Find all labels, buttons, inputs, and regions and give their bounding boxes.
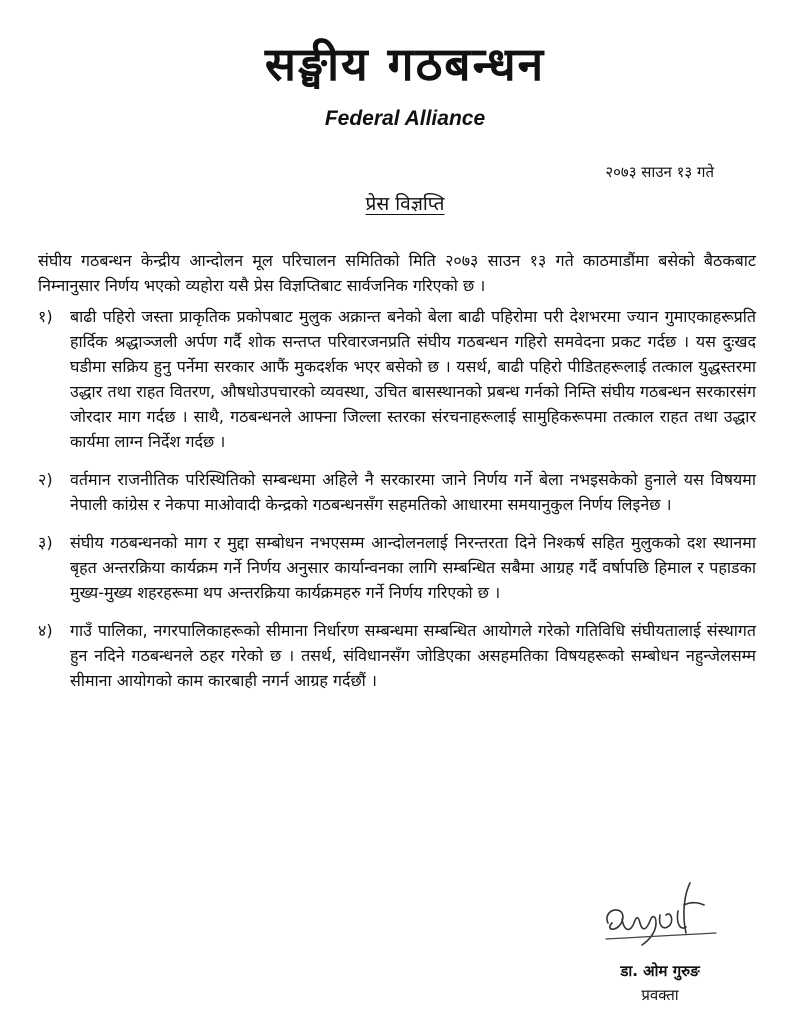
release-date: २०७३ साउन १३ गते — [605, 163, 714, 181]
item-text: संघीय गठबन्धनको माग र मुद्दा सम्बोधन नभएसम्म आन्दोलनलाई निरन्तरता दिने निश्कर्ष सहित मुलुकको दश स्थानमा बृहत अन्तरक्रिया कार्यक्रम गर्ने निर्णय अनुसार कार्यान्वनका लागि सम्बन्धित सबैमा आग्रह गर्दै वर्षापछि हिमाल र पहाडका मुख्य-मुख्य शहरहरूमा थप अन्तरक्रिया कार्यक्रमहरु गर्ने निर्णय गरिएको छ । — [70, 533, 756, 602]
item-number: ४) — [38, 621, 53, 640]
handwritten-signature — [600, 875, 720, 955]
item-number: २) — [38, 470, 53, 489]
signature-block — [560, 875, 760, 1025]
organization-title: सङ्घीय गठबन्धन — [264, 37, 546, 91]
decision-item — [38, 530, 756, 605]
document-heading — [0, 190, 810, 218]
item-text: गाउँ पालिका, नगरपालिकाहरूको सीमाना निर्धारण सम्बन्धमा सम्बन्धित आयोगले गरेको गतिविधि संघीयतालाई संस्थागत हुन नदिने गठबन्धनले ठहर गरेको छ । तसर्थ, संविधानसँग जोडिएका असहमतिका विषयहरूको सम्बोधन नहुन्जेलसम्म सीमाना आयोगको काम कारबाही नगर्न आग्रह गर्दछौं । — [70, 621, 756, 690]
signer-name: डा. ओम गुरुङ — [620, 962, 700, 980]
item-text: वर्तमान राजनीतिक परिस्थितिको सम्बन्धमा अहिले नै सरकारमा जाने निर्णय गर्ने बेला नभइसकेको हुनाले यस विषयमा नेपाली कांग्रेस र नेकपा माओवादी केन्द्रको गठबन्धनसँग सहमतिको आधारमा समयानुकुल निर्णय लिइनेछ । — [70, 470, 756, 514]
decision-item — [38, 467, 756, 517]
item-number: ३) — [38, 533, 53, 552]
decision-item — [38, 304, 756, 454]
document-body — [38, 248, 756, 706]
organization-subtitle: Federal Alliance — [324, 107, 486, 130]
item-number: १) — [38, 307, 53, 326]
decision-item — [38, 618, 756, 693]
signer-role: प्रवक्ता — [641, 986, 679, 1004]
item-text: बाढी पहिरो जस्ता प्राकृतिक प्रकोपबाट मुलुक अक्रान्त बनेको बेला बाढी पहिरोमा परी देशभरमा ज्यान गुमाएकाहरूप्रति हार्दिक श्रद्धाञ्जली अर्पण गर्दै शोक सन्तप्त परिवारजनप्रति संघीय गठबन्धन गहिरो समवेदना प्रकट गर्दछ । यस दुःखद घडीमा सक्रिय हुनु पर्नेमा सरकार आफैं मुकदर्शक भएर बसेको छ । यसर्थ, बाढी पहिरो पीडितहरूलाई तत्काल युद्धस्तरमा उद्धार तथा राहत वितरण, औषधोउपचारको व्यवस्था, उचित बासस्थानको प्रबन्ध गर्नको निम्ति संघीय गठबन्धन सरकारसंग जोरदार माग गर्दछ । साथै, गठबन्धनले आफ्ना जिल्ला स्तरका संरचनाहरूलाई सामुहिकरूपमा तत्काल राहत तथा उद्धार कार्यमा लाग्न निर्देश गर्दछ । — [70, 307, 756, 451]
intro-paragraph: संघीय गठबन्धन केन्द्रीय आन्दोलन मूल परिचालन समितिको मिति २०७३ साउन १३ गते काठमाडौंमा बसेको बैठकबाट निम्नानुसार निर्णय भएको व्यहोरा यसै प्रेस विज्ञप्तिबाट सार्वजनिक गरिएको छ । — [38, 251, 756, 295]
document-heading-text: प्रेस विज्ञप्ति — [365, 193, 445, 215]
